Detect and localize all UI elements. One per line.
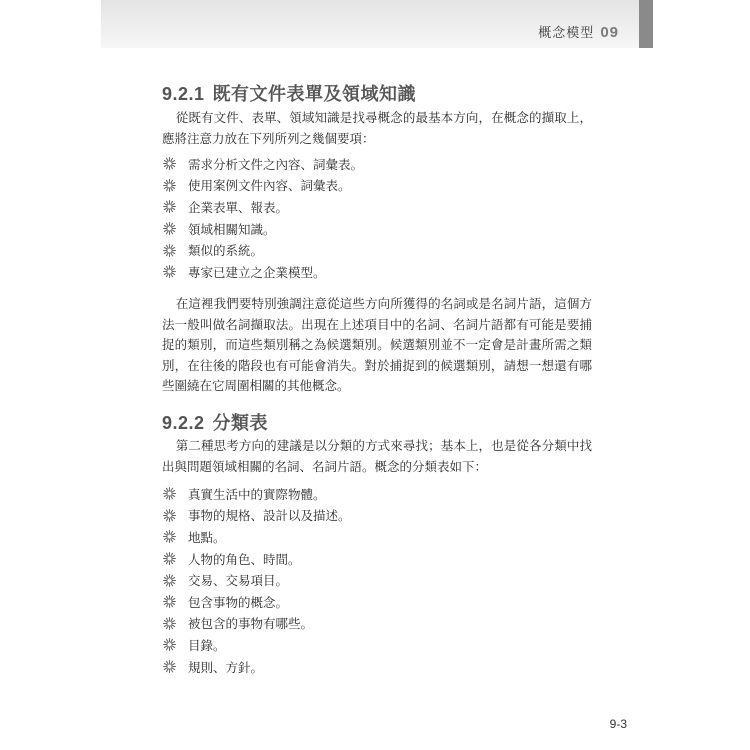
list-item-text: 專家已建立之企業模型。 (188, 264, 326, 280)
sun-bullet-icon (163, 552, 176, 565)
list-item-text: 地點。 (188, 529, 226, 545)
list-item-text: 目錄。 (188, 637, 226, 653)
running-header (538, 22, 619, 41)
section-heading-9-2-1 (162, 80, 416, 106)
sun-bullet-icon (163, 617, 176, 630)
list-item (163, 196, 363, 218)
list-item (163, 153, 363, 175)
sun-bullet-icon (163, 574, 176, 587)
section-number: 9.2.1 (162, 84, 205, 104)
section1-paragraph: 在這裡我們要特別強調注意從這些方向所獲得的名詞或是名詞片語，這個方法一般叫做名詞擷取法。出現在上述項目中的名詞、名詞片語都有可能是要捕捉的類別，而這些類別稱之為候選類別。候選類別並不一定會是計畫所需之類別，在往後的階段也有可能會消失。對於捕捉到的候選類別，請想一想還有哪些圍繞在它周圍相關的其他概念。 (162, 296, 592, 393)
section1-intro: 從既有文件、表單、領域知識是找尋概念的最基本方向，在概念的擷取上，應將注意力放在下列所列之幾個要項： (162, 110, 592, 146)
list-item (163, 218, 363, 240)
section2-list (163, 483, 351, 677)
list-item-text: 交易、交易項目。 (188, 573, 289, 589)
list-item-text: 領域相關知識。 (188, 221, 276, 237)
list-item (163, 634, 351, 656)
book-page (101, 0, 653, 750)
list-item-text: 真實生活中的實際物體。 (188, 486, 326, 502)
list-item-text: 人物的角色、時間。 (188, 551, 301, 567)
list-item (163, 483, 351, 505)
list-item (163, 569, 351, 591)
sun-bullet-icon (163, 157, 176, 170)
list-item (163, 548, 351, 570)
section-number: 9.2.2 (162, 413, 205, 433)
page-header (101, 0, 653, 48)
list-item (163, 656, 351, 678)
list-item-text: 需求分析文件之內容、詞彙表。 (188, 156, 364, 172)
chapter-number: 09 (600, 24, 619, 41)
sun-bullet-icon (163, 595, 176, 608)
sun-bullet-icon (163, 265, 176, 278)
section-title-text: 既有文件表單及領域知識 (212, 84, 417, 105)
section2-intro: 第二種思考方向的建議是以分類的方式來尋找；基本上，也是從各分類中找出與問題領域相關的名詞、名詞片語。概念的分類表如下： (162, 438, 592, 474)
page-number: 9-3 (609, 717, 627, 731)
section-heading-9-2-2 (162, 409, 268, 435)
list-item (163, 613, 351, 635)
sun-bullet-icon (163, 244, 176, 257)
section1-list (163, 153, 363, 283)
list-item (163, 591, 351, 613)
list-item (163, 239, 363, 261)
list-item-text: 使用案例文件內容、詞彙表。 (188, 178, 351, 194)
section-title-text: 分類表 (212, 413, 269, 434)
list-item-text: 包含事物的概念。 (188, 594, 289, 610)
list-item (163, 526, 351, 548)
sun-bullet-icon (163, 179, 176, 192)
list-item-text: 被包含的事物有哪些。 (188, 616, 314, 632)
list-item-text: 事物的規格、設計以及描述。 (188, 508, 351, 524)
list-item (163, 261, 363, 283)
sun-bullet-icon (163, 509, 176, 522)
list-item (163, 175, 363, 197)
sun-bullet-icon (163, 660, 176, 673)
sun-bullet-icon (163, 530, 176, 543)
sun-bullet-icon (163, 222, 176, 235)
chapter-title: 概念模型 (538, 26, 595, 41)
list-item-text: 規則、方針。 (188, 659, 264, 675)
list-item (163, 505, 351, 527)
sun-bullet-icon (163, 638, 176, 651)
list-item-text: 企業表單、報表。 (188, 199, 289, 215)
list-item-text: 類似的系統。 (188, 243, 264, 259)
chapter-tab (639, 0, 653, 48)
sun-bullet-icon (163, 200, 176, 213)
sun-bullet-icon (163, 487, 176, 500)
